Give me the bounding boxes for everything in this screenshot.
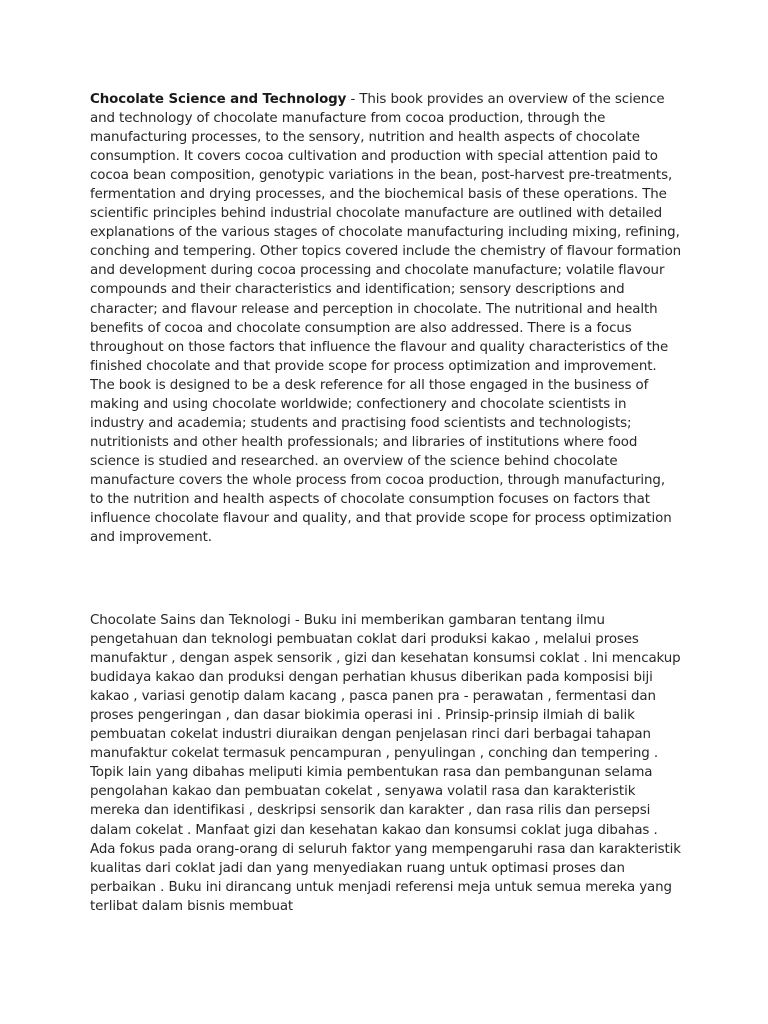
book-title: Chocolate Science and Technology <box>90 92 347 107</box>
english-paragraph <box>90 90 682 571</box>
english-body-text: - This book provides an overview of the science and technology of chocolate manufacture from cocoa production, through the manufacturing processes, to the sensory, nutrition and health aspects of chocolate consumption. It covers cocoa cultivation and production with special attention paid to cocoa bean composition, genotypic variations in the bean, post-harvest pre-treatments, fermentation and drying processes, and the biochemical basis of these operations. The scientific principles behind industrial chocolate manufacture are outlined with detailed explanations of the various stages of chocolate manufacturing including mixing, refining, conching and tempering. Other topics covered include the chemistry of flavour formation and development during cocoa processing and chocolate manufacture; volatile flavour compounds and their characteristics and identification; sensory descriptions and character; and flavour release and perception in chocolate. The nutritional and health benefits of cocoa and chocolate consumption are also addressed. There is a focus throughout on those factors that influence the flavour and quality characteristics of the finished chocolate and that provide scope for process optimization and improvement. The book is designed to be a desk reference for all those engaged in the business of making and using chocolate worldwide; confectionery and chocolate scientists in industry and academia; students and practising food scientists and technologists; nutritionists and other health professionals; and libraries of institutions where food science is studied and researched. an overview of the science behind chocolate manufacture covers the whole process from cocoa production, through manufacturing, to the nutrition and health aspects of chocolate consumption focuses on factors that influence chocolate flavour and quality, and that provide scope for process optimization and improvement. <box>90 92 682 546</box>
indonesian-paragraph: Chocolate Sains dan Teknologi - Buku ini memberikan gambaran tentang ilmu pengetahuan dan teknologi pembuatan coklat dari produksi kakao , melalui proses manufaktur , dengan aspek sensorik , gizi dan kesehatan konsumsi coklat . Ini mencakup budidaya kakao dan produksi dengan perhatian khusus diberikan pada komposisi biji kakao , variasi genotip dalam kacang , pasca panen pra - perawatan , fermentasi dan proses pengeringan , dan dasar biokimia operasi ini . Prinsip-prinsip ilmiah di balik pembuatan cokelat industri diuraikan dengan penjelasan rinci dari berbagai tahapan manufaktur cokelat termasuk pencampuran , penyulingan , conching dan tempering . Topik lain yang dibahas meliputi kimia pembentukan rasa dan pembangunan selama pengolahan kakao dan pembuatan cokelat , senyawa volatil rasa dan karakteristik mereka dan identifikasi , deskripsi sensorik dan karakter , dan rasa rilis dan persepsi dalam cokelat . Manfaat gizi dan kesehatan kakao dan konsumsi coklat juga dibahas . Ada fokus pada orang-orang di seluruh faktor yang mempengaruhi rasa dan karakteristik kualitas dari coklat jadi dan yang menyediakan ruang untuk optimasi proses dan perbaikan . Buku ini dirancang untuk menjadi referensi meja untuk semua mereka yang terlibat dalam bisnis membuat <box>90 613 681 914</box>
document-page <box>90 90 682 914</box>
